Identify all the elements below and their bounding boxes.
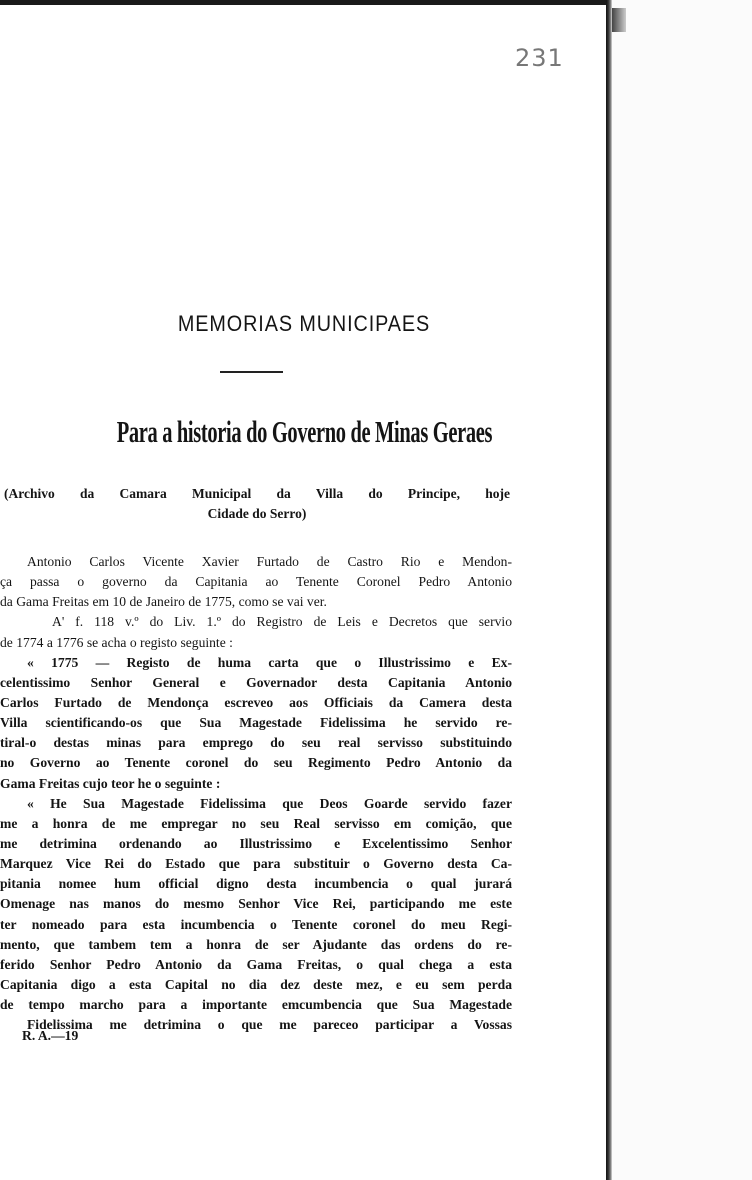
text-line: Villa scientificando-os que Sua Magestade Fidelissima he servido re-: [0, 715, 512, 731]
text-line: Omenage nas manos do mesmo Senhor Vice Rei, participando me este: [0, 896, 512, 912]
source-note-line-1: (Archivo da Camara Municipal da Villa do Principe, hoje: [4, 486, 510, 501]
body-text: [0, 552, 512, 1035]
page-top-edge: [0, 0, 608, 5]
title-divider: [220, 371, 283, 373]
binding-gutter: [606, 0, 752, 1180]
text-line: pitania nomee hum official digno desta incumbencia o qual jurará: [0, 876, 512, 892]
text-line: ter nomeado para esta incumbencia o Tenente coronel do meu Regi-: [0, 916, 512, 932]
source-note-line-2: Cidade do Serro): [207, 506, 307, 521]
text-line: da Gama Freitas em 10 de Janeiro de 1775, como se vai ver.: [0, 594, 327, 610]
text-line: ferido Senhor Pedro Antonio da Gama Freitas, o qual chega a esta: [0, 956, 512, 972]
text-line: Carlos Furtado de Mendonça escreveo aos Officiais da Camera desta: [0, 694, 512, 710]
article-title-text: Para a historia do Governo de Minas Geraes: [116, 414, 492, 449]
text-line: de tempo marcho para a importante emcumbencia que Sua Magestade: [0, 997, 512, 1013]
text-line: no Governo ao Tenente coronel do seu Regimento Pedro Antonio da: [0, 755, 512, 771]
source-note: [4, 484, 510, 524]
text-line: mento, que tambem tem a honra de ser Ajudante das ordens do re-: [0, 936, 512, 952]
text-line: Marquez Vice Rei do Estado que para substituir o Governo desta Ca-: [0, 856, 512, 872]
text-line: tiral-o destas minas para emprego do seu real servisso substituindo: [0, 735, 512, 751]
text-line: celentissimo Senhor General e Governador desta Capitania Antonio: [0, 674, 512, 690]
text-line: de 1774 a 1776 se acha o registo seguinte :: [0, 634, 233, 650]
article-title: [0, 414, 608, 450]
text-line: ça passa o governo da Capitania ao Tenente Coronel Pedro Antonio: [0, 574, 512, 590]
page-title: MEMORIAS MUNICIPAES: [177, 311, 431, 336]
text-line: Gama Freitas cujo teor he o seguinte :: [0, 775, 221, 791]
text-line: me a honra de me empregar no seu Real servisso em comição, que: [0, 815, 512, 831]
text-line: « 1775 — Registo de huma carta que o Illustrissimo e Ex-: [27, 654, 512, 670]
text-line: Fidelissima me detrimina o que me pareceo participar a Vossas: [27, 1017, 512, 1033]
signature-mark: R. A.—19: [22, 1028, 79, 1043]
page-folio-number: 231: [515, 44, 564, 72]
binding-mark: [612, 8, 626, 32]
text-line: « He Sua Magestade Fidelissima que Deos Goarde servido fazer: [27, 795, 512, 811]
binding-edge-line: [606, 0, 612, 1180]
text-line: A' f. 118 v.º do Liv. 1.º do Registro de Leis e Decretos que servio: [52, 614, 512, 630]
text-line: me detrimina ordenando ao Illustrissimo e Excelentissimo Senhor: [0, 835, 512, 851]
text-line: Capitania digo a esta Capital no dia dez deste mez, e eu sem perda: [0, 976, 512, 992]
text-line: Antonio Carlos Vicente Xavier Furtado de Castro Rio e Mendon-: [27, 554, 512, 569]
